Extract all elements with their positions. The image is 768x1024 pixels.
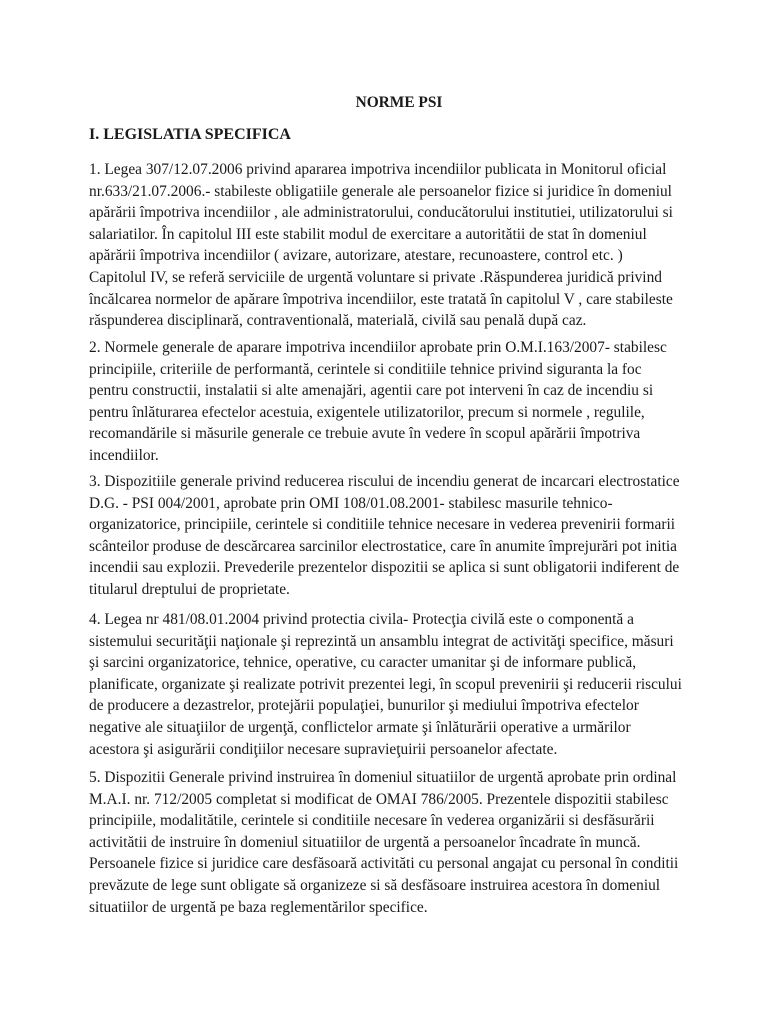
document-title: NORME PSI (355, 94, 443, 111)
paragraph-1: 1. Legea 307/12.07.2006 privind apararea impotriva incendiilor publicata in Monitorul oficial nr.633/21.07.2006.- stabileste obligatiile generale ale persoanelor fizice si juridice în domeniul apărării împotriva incendiilor , ale administratorului, conducătorului institutiei, utilizatorului si salariatilor. În capitolul III este stabilit modul de exercitare a autoritătii de stat în domeniul apărării împotriva incendiilor ( avizare, autorizare, atestare, recunoastere, control etc. ) Capitolul IV, se referă serviciile de urgentă voluntare si private .Răspunderea juridică privind încălcarea normelor de apărare împotriva incendiilor, este tratată în capitolul V , care stabileste răspunderea disciplinară, contraventională, materială, civilă sau penală după caz. (89, 161, 673, 330)
paragraph-5: 5. Dispozitii Generale privind instruirea în domeniul situatiilor de urgentă aprobate prin ordinal M.A.I. nr. 712/2005 completat si modificat de OMAI 786/2005. Prezentele dispozitii stabilesc principiile, modalitătile, cerintele si conditiile necesare în vederea organizării si desfăsurării activitătii de instruire în domeniul situatiilor de urgentă a persoanelor încadrate în muncă. Persoanele fizice si juridice care desfăsoară activităti cu personal angajat cu personal în conditii prevăzute de lege sunt obligate să organizeze si să desfăsoare instruirea acestora în domeniul situatiilor de urgentă pe baza reglementărilor specifice. (89, 769, 679, 916)
section-heading: I. LEGISLATIA SPECIFICA (89, 126, 291, 143)
paragraph-4: 4. Legea nr 481/08.01.2004 privind protectia civila- Protecţia civilă este o componentă a sistemului securităţii naţionale şi reprezintă un ansamblu integrat de activităţi specifice, măsuri şi sarcini organizatorice, tehnice, operative, cu caracter umanitar şi de informare publică, planificate, organizate şi realizate potrivit prezentei legi, în scopul prevenirii şi reducerii riscului de producere a dezastrelor, protejării populaţiei, bunurilor şi mediului împotriva efectelor negative ale situaţiilor de urgenţă, conflictelor armate şi înlăturării operative a urmărilor acestora şi asigurării condiţiilor necesare supravieţuirii persoanelor afectate. (89, 611, 682, 758)
paragraph-3: 3. Dispozitiile generale privind reducerea riscului de incendiu generat de incarcari electrostatice D.G. - PSI 004/2001, aprobate prin OMI 108/01.08.2001- stabilesc masurile tehnico-organizatorice, principiile, cerintele si conditiile tehnice necesare in vederea prevenirii formarii scânteilor produse de descărcarea sarcinilor electrostatice, care în anumite împrejurări pot initia incendii sau explozii. Prevederile prezentelor dispozitii se aplica si sunt obligatorii indiferent de titularul dreptului de proprietate. (89, 473, 680, 598)
paragraph-2: 2. Normele generale de aparare impotriva incendiilor aprobate prin O.M.I.163/2007- stabilesc principiile, criteriile de performantă, cerintele si conditiile tehnice privind siguranta la foc pentru constructii, instalatii si alte amenajări, agentii care pot interveni în caz de incendiu si pentru înlăturarea efectelor acestuia, exigentele utilizatorilor, precum si normele , regulile, recomandările si măsurile generale ce trebuie avute în vedere în scopul apărării împotriva incendiilor. (89, 339, 667, 464)
